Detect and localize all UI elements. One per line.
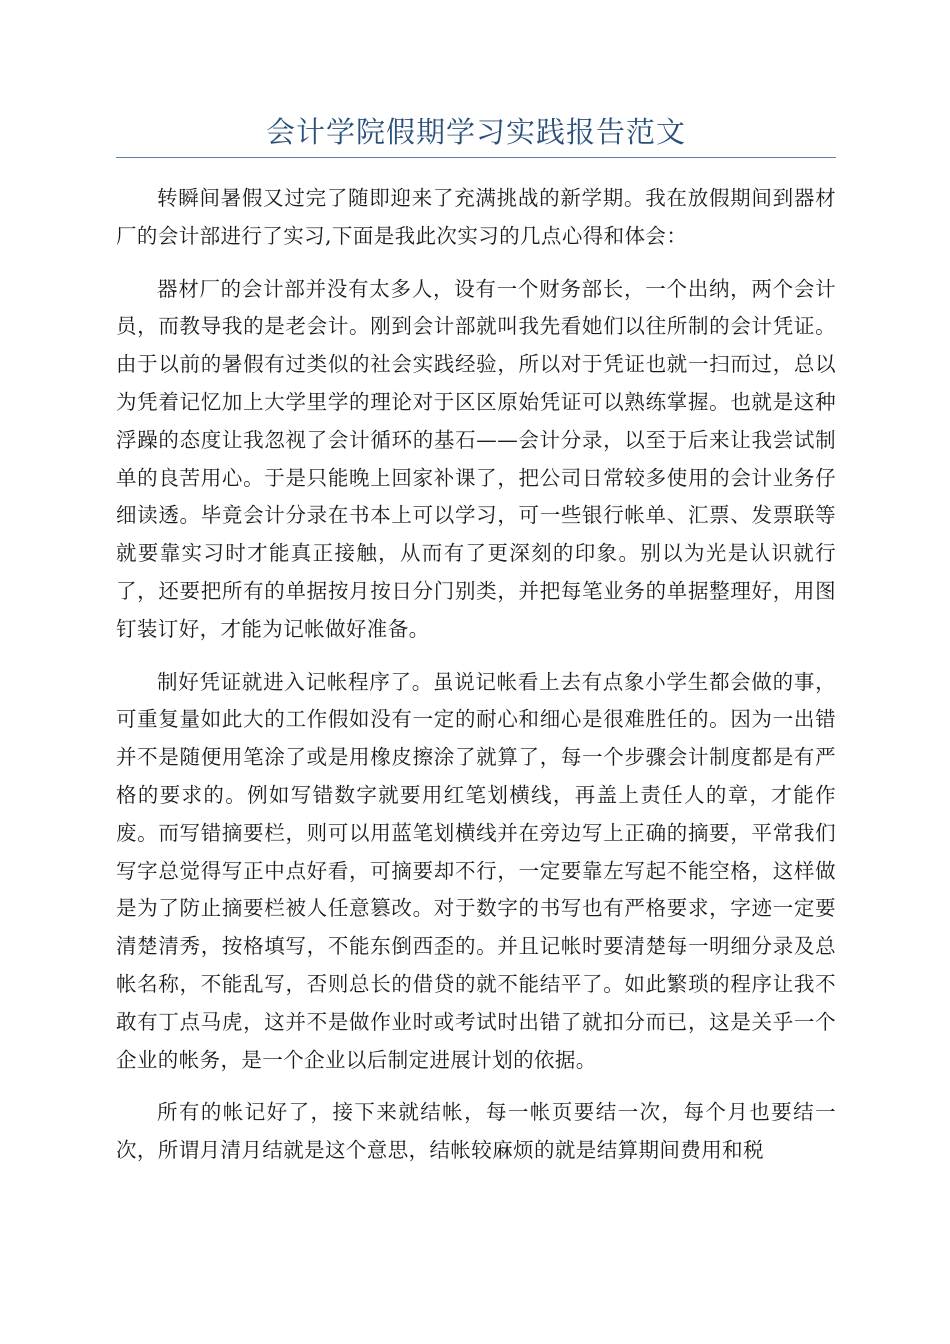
document-title: 会计学院假期学习实践报告范文 bbox=[265, 115, 686, 149]
document-body bbox=[116, 180, 836, 1170]
paragraph-3: 制好凭证就进入记帐程序了。虽说记帐看上去有点象小学生都会做的事，可重复量如此大的工作假如没有一定的耐心和细心是很难胜任的。因为一出错并不是随便用笔涂了或是用橡皮擦涂了就算了，每一个步骤会计制度都是有严格的要求的。例如写错数字就要用红笔划横线，再盖上责任人的章，才能作废。而写错摘要栏，则可以用蓝笔划横线并在旁边写上正确的摘要，平常我们写字总觉得写正中点好看，可摘要却不行，一定要靠左写起不能空格，这样做是为了防止摘要栏被人任意篡改。对于数字的书写也有严格要求，字迹一定要清楚清秀，按格填写，不能东倒西歪的。并且记帐时要清楚每一明细分录及总帐名称，不能乱写，否则总长的借贷的就不能结平了。如此繁琐的程序让我不敢有丁点马虎，这并不是做作业时或考试时出错了就扣分而已，这是关乎一个企业的帐务，是一个企业以后制定进展计划的依据。 bbox=[116, 669, 836, 1072]
document-page bbox=[116, 0, 836, 1185]
paragraph-4: 所有的帐记好了，接下来就结帐，每一帐页要结一次，每个月也要结一次，所谓月清月结就是这个意思，结帐较麻烦的就是结算期间费用和税 bbox=[116, 1100, 836, 1163]
paragraph-1: 转瞬间暑假又过完了随即迎来了充满挑战的新学期。我在放假期间到器材厂的会计部进行了实习,下面是我此次实习的几点心得和体会： bbox=[116, 186, 836, 248]
title-underline bbox=[116, 157, 836, 158]
paragraph-2: 器材厂的会计部并没有太多人，设有一个财务部长，一个出纳，两个会计员，而教导我的是老会计。刚到会计部就叫我先看她们以往所制的会计凭证。由于以前的暑假有过类似的社会实践经验，所以对于凭证也就一扫而过，总以为凭着记忆加上大学里学的理论对于区区原始凭证可以熟练掌握。也就是这种浮躁的态度让我忽视了会计循环的基石——会计分录，以至于后来让我尝试制单的良苦用心。于是只能晚上回家补课了，把公司日常较多使用的会计业务仔细读透。毕竟会计分录在书本上可以学习，可一些银行帐单、汇票、发票联等就要靠实习时才能真正接触，从而有了更深刻的印象。别以为光是认识就行了，还要把所有的单据按月按日分门别类，并把每笔业务的单据整理好，用图钉装订好，才能为记帐做好准备。 bbox=[116, 276, 836, 641]
